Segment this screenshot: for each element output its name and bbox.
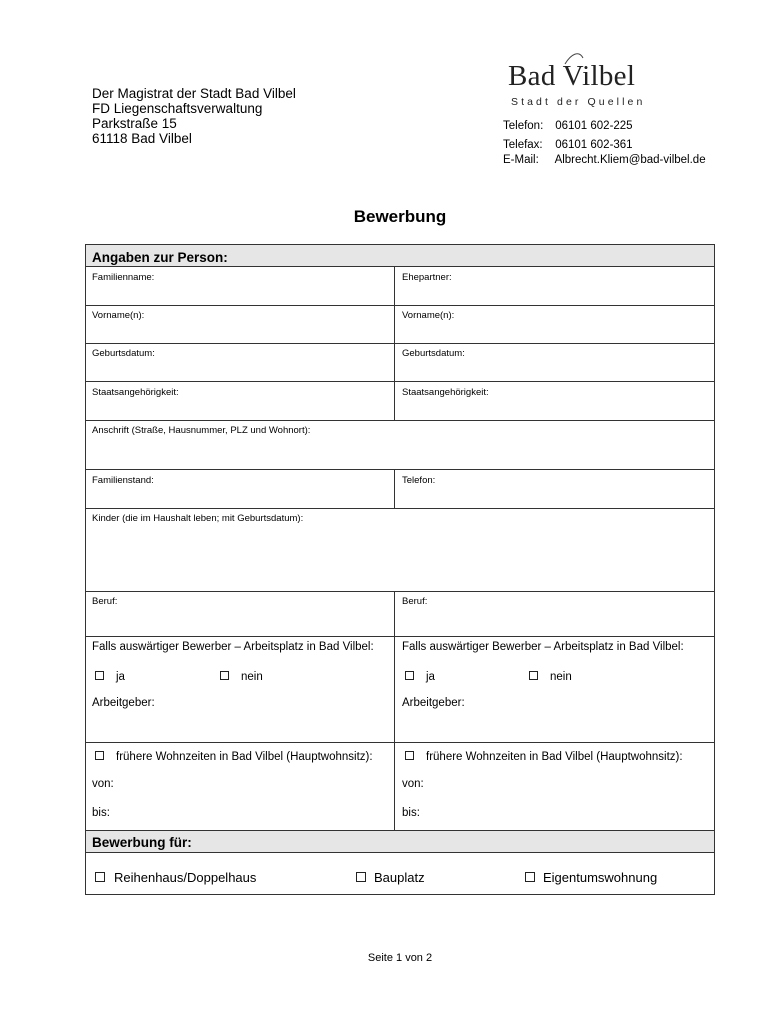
partner-staatsangehoerigkeit-field[interactable]: Staatsangehörigkeit: bbox=[402, 387, 489, 398]
bis-field[interactable]: bis: bbox=[92, 807, 110, 819]
partner-wohnzeiten-checkbox[interactable] bbox=[405, 751, 414, 760]
bad-vilbel-logo bbox=[505, 52, 646, 112]
familienstand-field[interactable]: Familienstand: bbox=[92, 475, 154, 486]
bauplatz-checkbox[interactable] bbox=[356, 872, 366, 882]
sender-line-2: FD Liegenschaftsverwaltung bbox=[92, 101, 263, 116]
row-divider bbox=[86, 381, 714, 382]
logo-tagline: Stadt der Quellen bbox=[511, 96, 646, 108]
reihenhaus-label: Reihenhaus/Doppelhaus bbox=[114, 870, 257, 885]
kinder-field[interactable]: Kinder (die im Haushalt leben; mit Geburtsdatum): bbox=[92, 513, 304, 524]
section-person-header: Angaben zur Person: bbox=[86, 245, 714, 267]
contact-email bbox=[503, 153, 706, 169]
eigentumswohnung-checkbox[interactable] bbox=[525, 872, 535, 882]
wohnzeiten-checkbox[interactable] bbox=[95, 751, 104, 760]
page-title: Bewerbung bbox=[353, 207, 447, 226]
auswaertig-label: Falls auswärtiger Bewerber – Arbeitsplatz in Bad Vilbel: bbox=[92, 641, 374, 653]
row-divider bbox=[86, 508, 714, 509]
column-divider bbox=[394, 591, 395, 830]
nein-checkbox[interactable] bbox=[220, 671, 229, 680]
eigentumswohnung-label: Eigentumswohnung bbox=[543, 870, 658, 885]
row-divider bbox=[86, 343, 714, 344]
partner-auswaertig-label: Falls auswärtiger Bewerber – Arbeitsplatz in Bad Vilbel: bbox=[402, 641, 684, 653]
anschrift-field[interactable]: Anschrift (Straße, Hausnummer, PLZ und Wohnort): bbox=[92, 425, 311, 436]
partner-nein-label: nein bbox=[550, 671, 572, 683]
telefon-field[interactable]: Telefon: bbox=[402, 475, 436, 486]
contact-info bbox=[503, 119, 706, 169]
partner-vorname-field[interactable]: Vorname(n): bbox=[402, 310, 455, 321]
ja-label: ja bbox=[116, 671, 125, 683]
row-divider bbox=[86, 742, 714, 743]
sender-line-4: 61118 Bad Vilbel bbox=[92, 131, 192, 146]
partner-von-field[interactable]: von: bbox=[402, 778, 424, 790]
sender-line-3: Parkstraße 15 bbox=[92, 116, 177, 131]
fax-value: 06101 602-361 bbox=[555, 138, 633, 151]
von-field[interactable]: von: bbox=[92, 778, 114, 790]
partner-ja-checkbox[interactable] bbox=[405, 671, 414, 680]
wohnzeiten-label: frühere Wohnzeiten in Bad Vilbel (Hauptwohnsitz): bbox=[116, 751, 373, 763]
email-value[interactable]: Albrecht.Kliem@bad-vilbel.de bbox=[554, 154, 706, 166]
row-divider bbox=[86, 636, 714, 637]
partner-beruf-field[interactable]: Beruf: bbox=[402, 596, 428, 607]
vorname-field[interactable]: Vorname(n): bbox=[92, 310, 145, 321]
ja-checkbox[interactable] bbox=[95, 671, 104, 680]
application-form bbox=[85, 244, 715, 895]
contact-fax bbox=[503, 138, 706, 154]
sender-address bbox=[92, 86, 296, 146]
row-divider bbox=[86, 305, 714, 306]
beruf-field[interactable]: Beruf: bbox=[92, 596, 118, 607]
reihenhaus-checkbox[interactable] bbox=[95, 872, 105, 882]
partner-bis-field[interactable]: bis: bbox=[402, 807, 420, 819]
page-number: Seite 1 von 2 bbox=[367, 952, 433, 964]
fax-label: Telefax: bbox=[503, 138, 543, 151]
familienname-field[interactable]: Familienname: bbox=[92, 272, 155, 283]
column-divider bbox=[394, 469, 395, 508]
ehepartner-field[interactable]: Ehepartner: bbox=[402, 272, 452, 283]
phone-value: 06101 602-225 bbox=[555, 120, 633, 132]
nein-label: nein bbox=[241, 671, 263, 683]
staatsangehoerigkeit-field[interactable]: Staatsangehörigkeit: bbox=[92, 387, 179, 398]
section-bewerbung-header: Bewerbung für: bbox=[86, 830, 714, 853]
partner-arbeitgeber-field[interactable]: Arbeitgeber: bbox=[402, 697, 465, 709]
partner-geburtsdatum-field[interactable]: Geburtsdatum: bbox=[402, 348, 465, 359]
phone-label: Telefon: bbox=[503, 120, 544, 132]
arbeitgeber-field[interactable]: Arbeitgeber: bbox=[92, 697, 155, 709]
logo-wordmark: Bad Vilbel bbox=[508, 60, 636, 92]
row-divider bbox=[86, 591, 714, 592]
row-divider bbox=[86, 469, 714, 470]
partner-ja-label: ja bbox=[426, 671, 435, 683]
partner-nein-checkbox[interactable] bbox=[529, 671, 538, 680]
geburtsdatum-field[interactable]: Geburtsdatum: bbox=[92, 348, 155, 359]
contact-phone bbox=[503, 119, 706, 135]
row-divider bbox=[86, 420, 714, 421]
bauplatz-label: Bauplatz bbox=[374, 870, 425, 885]
sender-line-1: Der Magistrat der Stadt Bad Vilbel bbox=[92, 86, 296, 101]
email-label: E-Mail: bbox=[503, 154, 539, 166]
partner-wohnzeiten-label: frühere Wohnzeiten in Bad Vilbel (Hauptwohnsitz): bbox=[426, 751, 683, 763]
